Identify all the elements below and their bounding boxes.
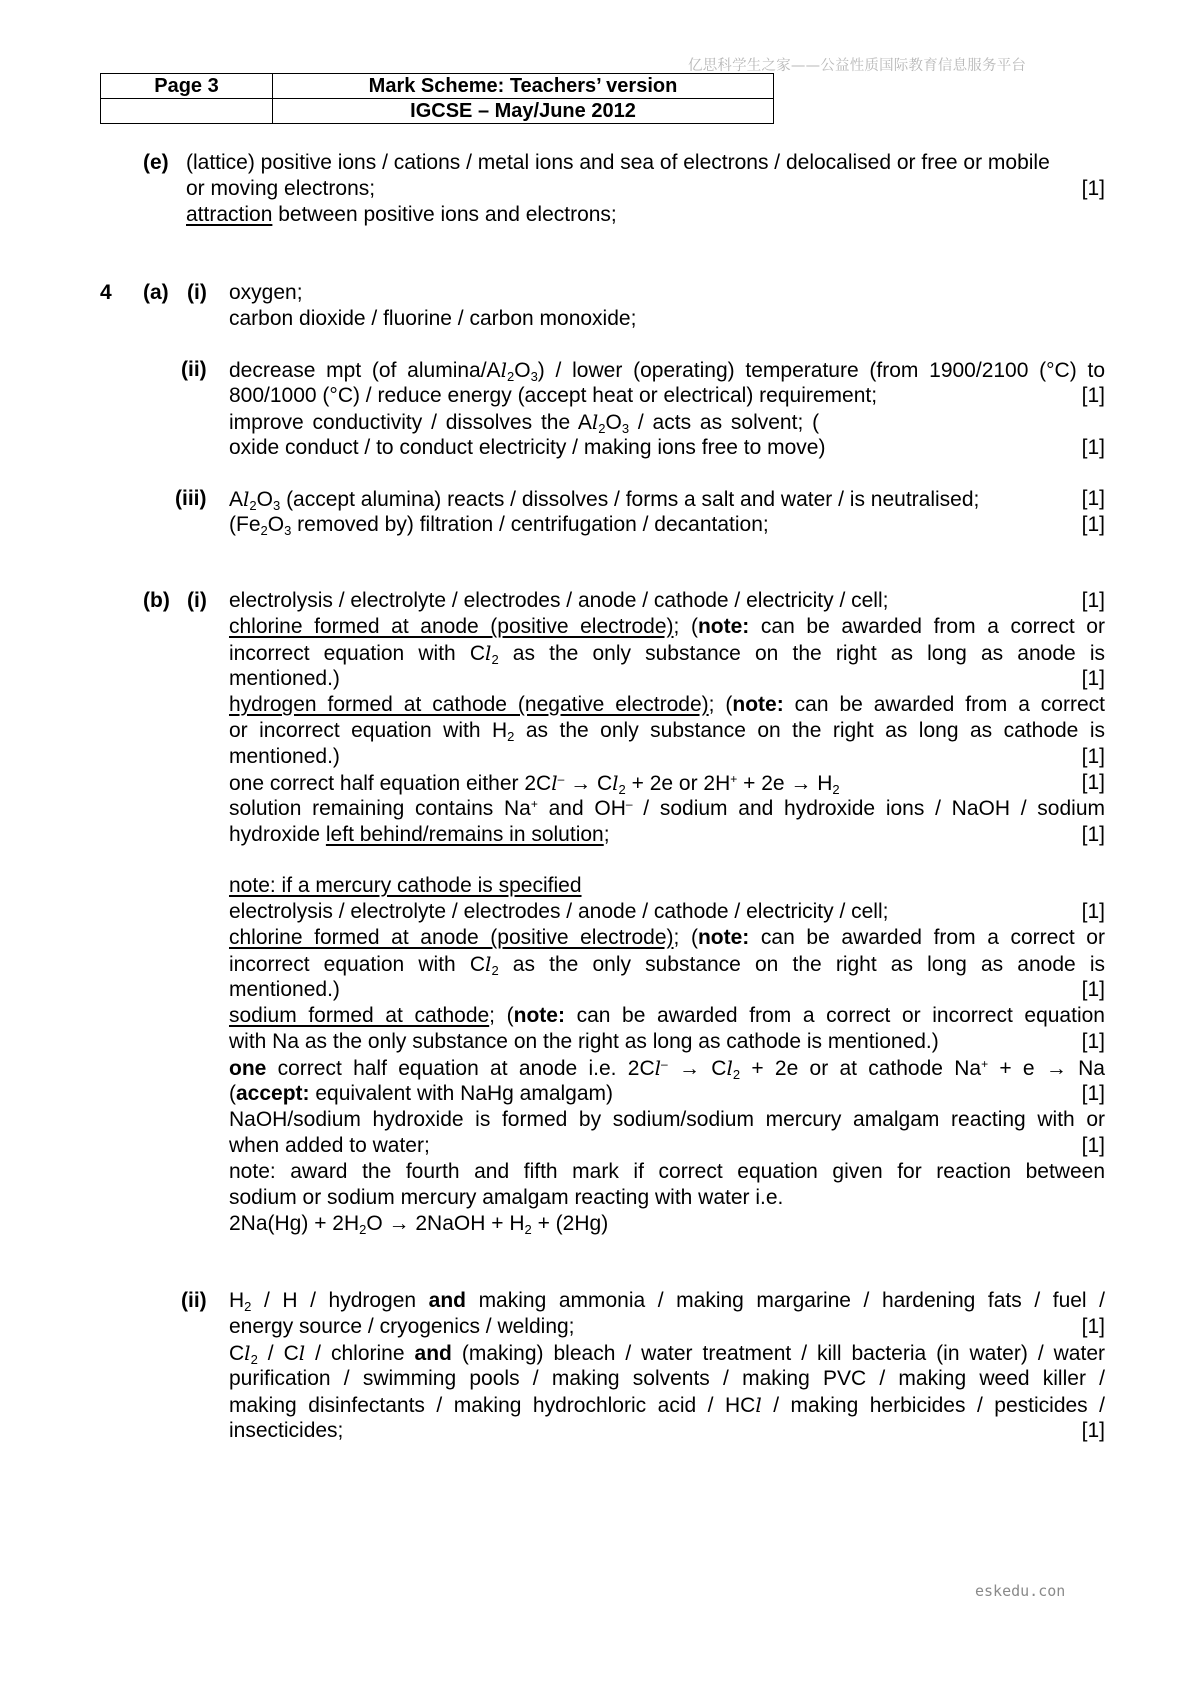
answer-line: hydroxide left behind/remains in solution; xyxy=(229,823,610,846)
answer-line: ($Fe_2O_3$ removed by) filtration / centrifugation / decantation; xyxy=(229,513,769,538)
mark-value: [1] xyxy=(1081,1030,1105,1053)
watermark-bottom: eskedu.con xyxy=(975,1582,1066,1600)
answer-line: decrease mpt (of alumina/$Al_2O_3$) / lower (operating) temperature (from 1900/2100 (°C) to xyxy=(229,358,1105,384)
part-label-e: (e) xyxy=(143,151,169,174)
answer-line: NaOH/sodium hydroxide is formed by sodium/sodium mercury amalgam reacting with or xyxy=(229,1108,1105,1131)
answer-line: making disinfectants / making hydrochloric acid / HCl / making herbicides / pesticides / xyxy=(229,1393,1106,1417)
mark-value: [1] xyxy=(1081,667,1105,690)
empty-cell xyxy=(101,99,273,124)
document-title: Mark Scheme: Teachers’ version xyxy=(273,74,774,99)
answer-line: $Al_2O_3$ (accept alumina) reacts / dissolves / forms a salt and water / is neutralised; xyxy=(229,487,980,513)
answer-line: (lattice) positive ions / cations / metal ions and sea of electrons / delocalised or free or mobile xyxy=(186,151,1050,174)
answer-line: mentioned.) xyxy=(229,978,340,1001)
question-number: 4 xyxy=(100,281,112,304)
answer-line: note: award the fourth and fifth mark if correct equation given for reaction between xyxy=(229,1160,1105,1183)
mark-value: [1] xyxy=(1081,745,1105,768)
answer-line: solution remaining contains Na+ and OH– / sodium and hydroxide ions / NaOH / sodium xyxy=(229,797,1105,820)
answer-line: $H_2$ / H / hydrogen and making ammonia / making margarine / hardening fats / fuel / xyxy=(229,1289,1105,1314)
part-label-a: (a) xyxy=(143,281,169,304)
mark-value: [1] xyxy=(1081,384,1105,407)
answer-line: incorrect equation with $Cl_2$ as the only substance on the right as long as anode is xyxy=(229,952,1105,978)
answer-line: carbon dioxide / fluorine / carbon monoxide; xyxy=(229,307,637,330)
mark-value: [1] xyxy=(1081,1082,1105,1105)
subpart-label-ii: (ii) xyxy=(181,358,207,381)
answer-line: electrolysis / electrolyte / electrodes / anode / cathode / electricity / cell; xyxy=(229,900,889,923)
answer-line: incorrect equation with $Cl_2$ as the only substance on the right as long as anode is xyxy=(229,641,1105,667)
answer-line: 800/1000 (°C) / reduce energy (accept heat or electrical) requirement; xyxy=(229,384,878,407)
answer-line: one correct half equation either $2Cl^- \to Cl_2 + 2e$ or $2H^+ + 2e \to H_2$ xyxy=(229,771,840,797)
answer-line: electrolysis / electrolyte / electrodes / anode / cathode / electricity / cell; xyxy=(229,589,889,612)
subpart-label-ii: (ii) xyxy=(181,1289,207,1312)
mark-value: [1] xyxy=(1081,436,1105,459)
answer-line: or incorrect equation with $H_2$ as the only substance on the right as long as cathode is xyxy=(229,719,1105,744)
subpart-label-i: (i) xyxy=(187,281,207,304)
answer-line: mentioned.) xyxy=(229,745,340,768)
mark-value: [1] xyxy=(1081,487,1105,510)
answer-line: or moving electrons; xyxy=(186,177,376,200)
answer-line: (accept: equivalent with NaHg amalgam) xyxy=(229,1082,614,1105)
mark-value: [1] xyxy=(1081,589,1105,612)
mark-value: [1] xyxy=(1081,1315,1105,1338)
answer-line: attraction between positive ions and electrons; xyxy=(186,203,617,226)
answer-line: oxide conduct / to conduct electricity / making ions free to move) xyxy=(229,436,826,459)
mark-value: [1] xyxy=(1081,513,1105,536)
page-number: Page 3 xyxy=(101,74,273,99)
mark-value: [1] xyxy=(1081,1134,1105,1157)
mark-value: [1] xyxy=(1081,771,1105,794)
mark-value: [1] xyxy=(1081,823,1105,846)
answer-line: sodium formed at cathode; (note: can be awarded from a correct or incorrect equation xyxy=(229,1004,1105,1027)
mark-value: [1] xyxy=(1081,1419,1105,1442)
mark-value: [1] xyxy=(1081,900,1105,923)
note-heading: note: if a mercury cathode is specified xyxy=(229,874,582,897)
mark-value: [1] xyxy=(1081,177,1105,200)
part-label-b: (b) xyxy=(143,589,170,612)
exam-session: IGCSE – May/June 2012 xyxy=(273,99,774,124)
answer-line: one correct half equation at anode i.e. $2Cl^- \to Cl_2 + 2e$ or at cathode Na+ + e → Na xyxy=(229,1056,1105,1082)
answer-line: sodium or sodium mercury amalgam reacting with water i.e. xyxy=(229,1186,784,1209)
answer-line: hydrogen formed at cathode (negative electrode); (note: can be awarded from a correct xyxy=(229,693,1105,716)
answer-line: when added to water; xyxy=(229,1134,430,1157)
subpart-label-iii: (iii) xyxy=(175,487,207,510)
mark-value: [1] xyxy=(1081,978,1105,1001)
answer-line: $Cl_2$ / Cl / chlorine and (making) bleach / water treatment / kill bacteria (in water) / water xyxy=(229,1341,1105,1367)
answer-line: chlorine formed at anode (positive electrode); (note: can be awarded from a correct or xyxy=(229,615,1105,638)
answer-line: with Na as the only substance on the right as long as cathode is mentioned.) xyxy=(229,1030,939,1053)
header-table xyxy=(100,73,774,124)
subpart-label-i: (i) xyxy=(187,589,207,612)
answer-line: oxygen; xyxy=(229,281,303,304)
equation-line: $2Na(Hg) + 2H_2O$ → 2NaOH + $H_2 + (2Hg)$ xyxy=(229,1212,609,1237)
answer-line: mentioned.) xyxy=(229,667,340,690)
answer-line: chlorine formed at anode (positive electrode); (note: can be awarded from a correct or xyxy=(229,926,1105,949)
answer-line: insecticides; xyxy=(229,1419,344,1442)
answer-line: improve conductivity / dissolves the $Al_2O_3$ / acts as solvent; ( xyxy=(229,410,820,436)
answer-line: purification / swimming pools / making solvents / making PVC / making weed killer / xyxy=(229,1367,1105,1390)
answer-line: energy source / cryogenics / welding; xyxy=(229,1315,575,1338)
watermark-top: 亿思科学生之家——公益性质国际教育信息服务平台 xyxy=(688,58,1027,74)
